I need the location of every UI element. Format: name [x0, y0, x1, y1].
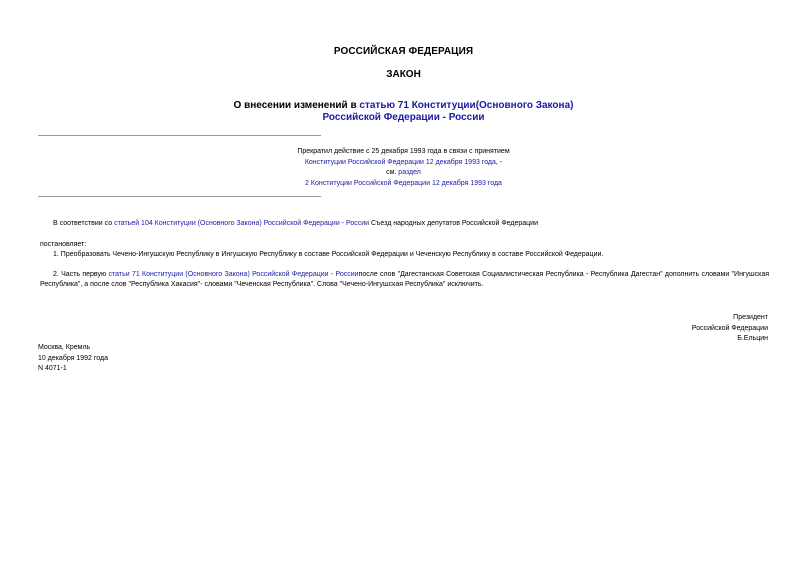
- country-heading: РОССИЙСКАЯ ФЕДЕРАЦИЯ: [333, 46, 474, 57]
- notice-line-1: Прекратил действие с 25 декабря 1993 года в связи с принятием: [297, 148, 510, 155]
- notice-line-2-suffix: , -: [495, 158, 503, 166]
- bottom-divider: [38, 196, 321, 197]
- paragraph-resolves: постановляет:: [40, 241, 87, 248]
- notice-link-section[interactable]: раздел: [398, 169, 421, 176]
- signature-name: Б.Ельцин: [737, 335, 768, 342]
- paragraph-item-1: 1. Преобразовать Чечено-Ингушскую Республику в Ингушскую Республику в составе Российской Федерации и Чеченскую Республику в составе Российской Федерации.: [53, 251, 604, 258]
- preamble-prefix: В соответствии со: [53, 220, 115, 227]
- top-divider: [38, 135, 321, 136]
- notice-line-2: [200, 158, 607, 169]
- notice-line-4: [200, 179, 607, 190]
- place-city: Москва, Кремль: [38, 344, 91, 351]
- signature-title: Президент: [733, 314, 768, 321]
- link-article-104[interactable]: статьей 104 Конституции (Основного Закона) Российской Федерации - России: [114, 220, 370, 227]
- status-notice: [200, 147, 607, 189]
- document-number: N 4071-1: [38, 365, 67, 372]
- notice-line-3-prefix: см.: [386, 169, 399, 176]
- document-date: 10 декабря 1992 года: [38, 354, 109, 362]
- item-2-suffix: после слов "Дагестанская Советская Социалистическая Республика - Республика Дагестан" дополнить словами "Ингушская Республика", а после слов "Республика Хакасия"- словами "Чеченская Республика". Слова "Чечено-Ингушская Республика" исключить.: [40, 271, 770, 288]
- paragraph-preamble: [53, 219, 793, 229]
- preamble-suffix: Съезд народных депутатов Российской Федерации: [369, 220, 539, 227]
- title-prefix: О внесении изменений в: [233, 100, 360, 111]
- title-link-article-71[interactable]: статью 71 Конституции(Основного Закона): [359, 100, 574, 111]
- notice-link-section-2[interactable]: 2 Конституции Российской Федерации 12 декабря 1993 года: [305, 179, 502, 187]
- notice-line-3: [200, 168, 607, 179]
- place-date-block: [38, 343, 238, 375]
- link-article-71[interactable]: статьи 71 Конституции (Основного Закона) Российской Федерации - России: [108, 271, 359, 278]
- signature-office: Российской Федерации: [691, 324, 768, 332]
- title-link-russian-federation[interactable]: Российской Федерации - России: [322, 112, 485, 123]
- document-type-heading: ЗАКОН: [386, 69, 421, 80]
- notice-link-constitution-1993[interactable]: Конституции Российской Федерации 12 декабря 1993 года: [304, 158, 496, 166]
- document-title: [0, 100, 807, 124]
- item-2-prefix: 2. Часть первую: [53, 271, 109, 278]
- signature-block: [568, 313, 768, 345]
- paragraph-item-2: [40, 270, 769, 290]
